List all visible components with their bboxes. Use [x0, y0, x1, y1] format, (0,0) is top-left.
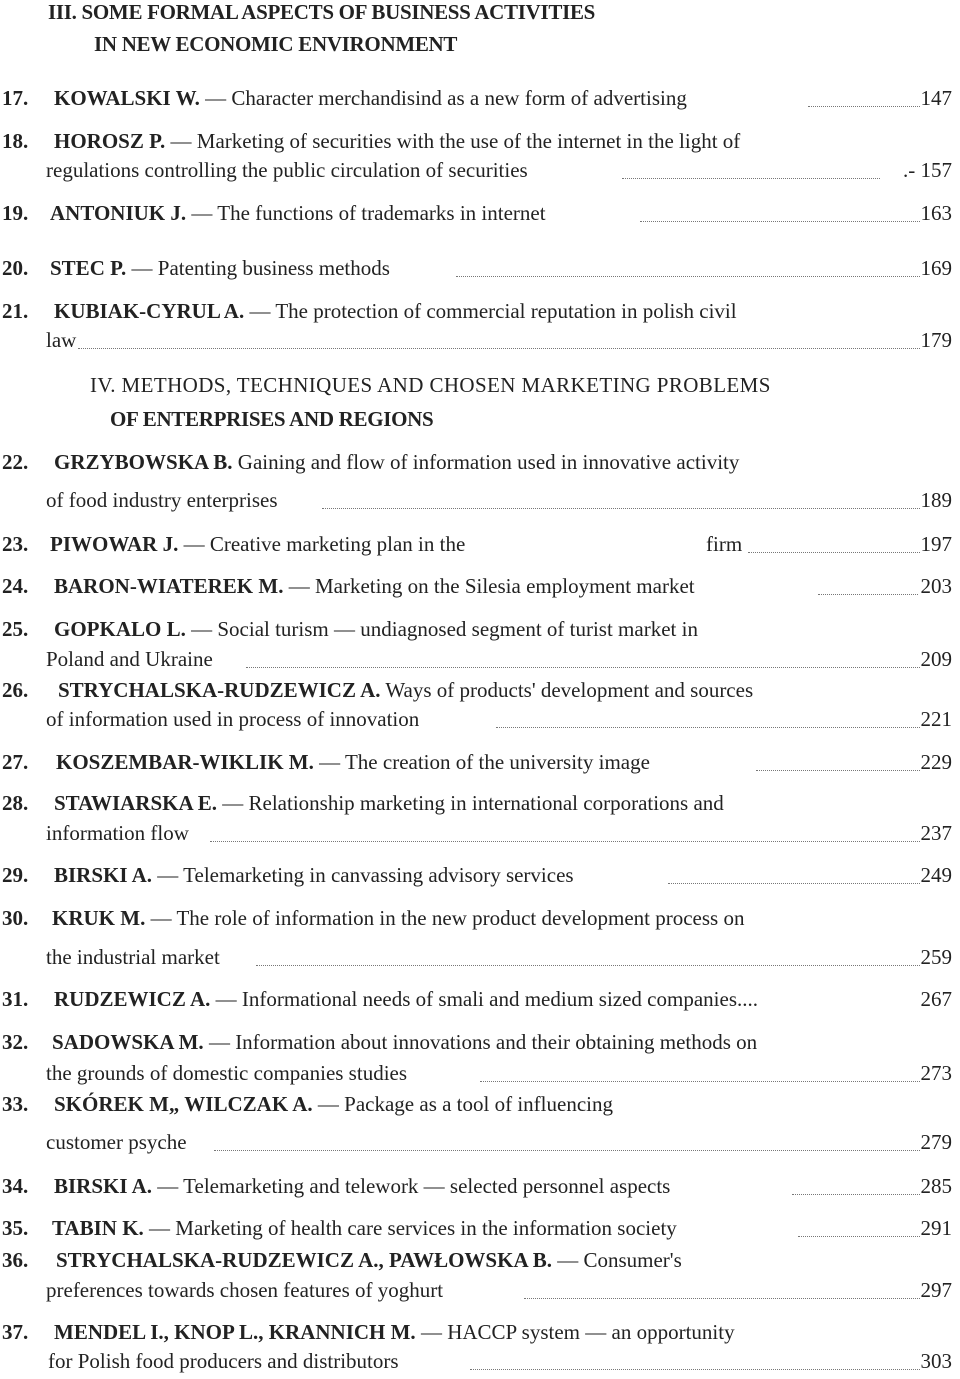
entry-page: 237 — [920, 821, 952, 845]
entry-title: — Information about innovations and their obtaining methods on — [208, 1030, 758, 1054]
entry-page: 221 — [920, 707, 952, 731]
toc-entry-22-cont — [0, 488, 960, 518]
dot-leader — [480, 1061, 920, 1083]
entry-number: 25. — [2, 617, 29, 641]
toc-entry-28-cont — [0, 821, 960, 851]
toc-entry-26-cont — [0, 707, 960, 737]
dot-leader — [214, 1130, 920, 1152]
entry-number: 29. — [2, 863, 29, 887]
entry-number: 28. — [2, 791, 29, 815]
entry-page: 179 — [920, 328, 952, 352]
entry-title-cont: of food industry enterprises — [46, 488, 278, 512]
entry-number: 24. — [2, 574, 29, 598]
section-heading-line: III. SOME FORMAL ASPECTS OF BUSINESS ACTIVITIES — [48, 0, 596, 24]
toc-entry-32 — [0, 1030, 960, 1060]
entry-author: BIRSKI A. — [54, 863, 153, 887]
toc-entry-19 — [0, 201, 960, 231]
entry-title: — Telemarketing in canvassing advisory services — [157, 863, 574, 887]
entry-number: 18. — [2, 129, 29, 153]
entry-title-cont: the grounds of domestic companies studies — [46, 1061, 408, 1085]
entry-author: STRYCHALSKA-RUDZEWICZ A., PAWŁOWSKA B. — [56, 1248, 552, 1272]
entry-author: SADOWSKA M. — [52, 1030, 204, 1054]
toc-entry-37-cont — [0, 1349, 960, 1379]
entry-title-cont: the industrial market — [46, 945, 220, 969]
dot-leader — [524, 1278, 920, 1300]
toc-entry-21-cont — [0, 328, 960, 358]
entry-author: STAWIARSKA E. — [54, 791, 217, 815]
entry-author: KUBIAK-CYRUL A. — [54, 299, 245, 323]
dot-leader — [756, 750, 920, 772]
entry-author: MENDEL I., KNOP L., KRANNICH M. — [54, 1320, 416, 1344]
entry-title-cont: for Polish food producers and distributors — [48, 1349, 399, 1373]
entry-number: 36. — [2, 1248, 29, 1272]
dot-leader — [748, 532, 920, 554]
toc-entry-35 — [0, 1216, 960, 1246]
entry-title-cont: Poland and Ukraine — [46, 647, 213, 671]
entry-title: — Package as a tool of influencing — [317, 1092, 613, 1116]
dot-leader — [246, 647, 920, 669]
dot-leader — [818, 574, 918, 596]
entry-title: — Patenting business methods — [131, 256, 390, 280]
toc-entry-26 — [0, 678, 960, 708]
entry-page: 303 — [920, 1349, 952, 1373]
dot-leader — [622, 158, 880, 180]
dot-leader — [470, 1349, 920, 1371]
entry-number: 21. — [2, 299, 29, 323]
entry-title-cont: of information used in process of innovation — [46, 707, 420, 731]
entry-title: — HACCP system — an opportunity — [420, 1320, 735, 1344]
toc-entry-28 — [0, 791, 960, 821]
dot-leader — [78, 328, 920, 350]
entry-number: 37. — [2, 1320, 29, 1344]
entry-number: 30. — [2, 906, 29, 930]
toc-entry-36 — [0, 1248, 960, 1278]
entry-page: 209 — [920, 647, 952, 671]
entry-author: ANTONIUK J. — [50, 201, 187, 225]
entry-page: 249 — [920, 863, 952, 887]
entry-title: — Character merchandisind as a new form of advertising — [205, 86, 687, 110]
toc-entry-23 — [0, 532, 960, 562]
entry-page: 267 — [920, 987, 952, 1011]
entry-author: KOWALSKI W. — [54, 86, 200, 110]
entry-page: 163 — [920, 201, 952, 225]
toc-entry-34 — [0, 1174, 960, 1204]
entry-author: KRUK M. — [52, 906, 146, 930]
entry-number: 31. — [2, 987, 29, 1011]
entry-page: 197 — [920, 532, 952, 556]
toc-entry-33-cont — [0, 1130, 960, 1160]
entry-title: — The protection of commercial reputation in polish civil — [249, 299, 737, 323]
toc-entry-30-cont — [0, 945, 960, 975]
toc-entry-18 — [0, 129, 960, 159]
entry-page: 285 — [920, 1174, 952, 1198]
toc-entry-36-cont — [0, 1278, 960, 1308]
toc-entry-21 — [0, 299, 960, 329]
entry-number: 32. — [2, 1030, 29, 1054]
entry-number: 27. — [2, 750, 29, 774]
entry-title: — Marketing on the Silesia employment market — [288, 574, 695, 598]
dot-leader — [322, 488, 920, 510]
dot-leader — [798, 1216, 920, 1238]
dot-leader — [496, 707, 920, 729]
entry-number: 19. — [2, 201, 29, 225]
entry-page: 203 — [920, 574, 952, 598]
toc-entry-29 — [0, 863, 960, 893]
entry-title: — Marketing of health care services in the information society — [149, 1216, 677, 1240]
entry-page: 297 — [920, 1278, 952, 1302]
entry-author: BARON-WIATEREK M. — [54, 574, 284, 598]
entry-page: 273 — [920, 1061, 952, 1085]
entry-number: 20. — [2, 256, 29, 280]
entry-title: Gaining and flow of information used in innovative activity — [237, 450, 740, 474]
entry-title: — The functions of trademarks in internet — [191, 201, 546, 225]
entry-title: — Social turism — undiagnosed segment of turist market in — [191, 617, 698, 641]
entry-number: 23. — [2, 532, 29, 556]
entry-title-cont: regulations controlling the public circulation of securities — [46, 158, 528, 182]
entry-page: 229 — [920, 750, 952, 774]
entry-title: — The creation of the university image — [319, 750, 650, 774]
section-heading-line: IN NEW ECONOMIC ENVIRONMENT — [94, 32, 458, 56]
entry-title: Ways of products' development and sources — [385, 678, 754, 702]
toc-entry-31 — [0, 987, 960, 1017]
toc-entry-20 — [0, 256, 960, 286]
entry-title-cont: information flow — [46, 821, 189, 845]
toc-entry-37 — [0, 1320, 960, 1350]
entry-title: — The role of information in the new product development process on — [150, 906, 745, 930]
toc-entry-30 — [0, 906, 960, 936]
entry-title: — Marketing of securities with the use of the internet in the light of — [170, 129, 741, 153]
toc-entry-32-cont — [0, 1061, 960, 1091]
toc-entry-24 — [0, 574, 960, 604]
entry-author: BIRSKI A. — [54, 1174, 153, 1198]
toc-entry-17 — [0, 86, 960, 116]
toc-entry-25 — [0, 617, 960, 647]
entry-page: .- 157 — [903, 158, 952, 182]
entry-title-cont: customer psyche — [46, 1130, 187, 1154]
entry-title-cont: law — [46, 328, 77, 352]
entry-title: firm — [706, 532, 743, 556]
entry-author: GRZYBOWSKA B. — [54, 450, 233, 474]
entry-author: HOROSZ P. — [54, 129, 166, 153]
entry-title: — Relationship marketing in international corporations and — [222, 791, 724, 815]
entry-page: 279 — [920, 1130, 952, 1154]
entry-number: 17. — [2, 86, 29, 110]
entry-number: 26. — [2, 678, 29, 702]
dot-leader — [456, 256, 920, 278]
entry-page: 189 — [920, 488, 952, 512]
toc-entry-18-cont — [0, 158, 960, 188]
entry-title: — Consumer's — [557, 1248, 682, 1272]
entry-author: SKÓREK M„ WILCZAK A. — [54, 1092, 313, 1116]
dot-leader — [792, 1174, 920, 1196]
section-heading-line: IV. METHODS, TECHNIQUES AND CHOSEN MARKETING PROBLEMS — [90, 373, 771, 397]
toc-entry-33 — [0, 1092, 960, 1122]
toc-entry-25-cont — [0, 647, 960, 677]
entry-title: — Creative marketing plan in the — [183, 532, 466, 556]
entry-number: 22. — [2, 450, 29, 474]
entry-number: 35. — [2, 1216, 29, 1240]
dot-leader — [808, 86, 920, 108]
section-heading-line: OF ENTERPRISES AND REGIONS — [110, 407, 434, 431]
toc-entry-22 — [0, 450, 960, 480]
entry-author: RUDZEWICZ A. — [54, 987, 211, 1011]
entry-number: 34. — [2, 1174, 29, 1198]
entry-number: 33. — [2, 1092, 29, 1116]
entry-title: — Informational needs of smali and medium sized companies.... — [215, 987, 758, 1011]
dot-leader — [210, 821, 920, 843]
entry-page: 291 — [920, 1216, 952, 1240]
entry-author: KOSZEMBAR-WIKLIK M. — [56, 750, 314, 774]
entry-author: GOPKALO L. — [54, 617, 186, 641]
entry-author: TABIN K. — [52, 1216, 144, 1240]
dot-leader — [668, 863, 920, 885]
entry-author: STRYCHALSKA-RUDZEWICZ A. — [58, 678, 381, 702]
entry-author: PIWOWAR J. — [50, 532, 179, 556]
entry-title: — Telemarketing and telework — selected personnel aspects — [157, 1174, 671, 1198]
entry-title-cont: preferences towards chosen features of yoghurt — [46, 1278, 444, 1302]
entry-page: 147 — [920, 86, 952, 110]
entry-author: STEC P. — [50, 256, 127, 280]
dot-leader — [640, 201, 920, 223]
dot-leader — [256, 945, 920, 967]
entry-page: 259 — [920, 945, 952, 969]
entry-page: 169 — [920, 256, 952, 280]
toc-entry-27 — [0, 750, 960, 780]
